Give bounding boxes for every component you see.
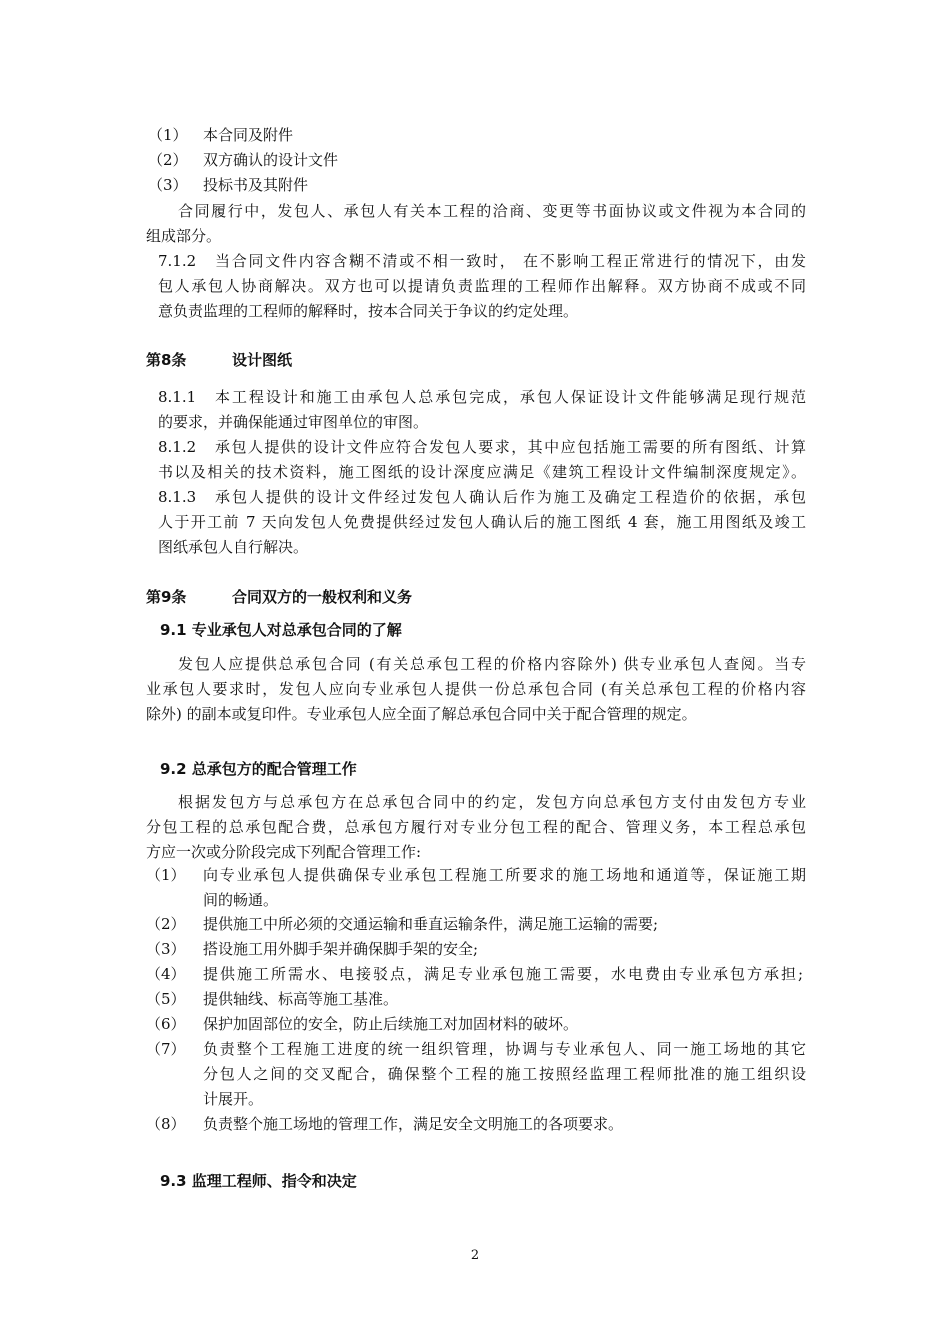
paragraph-line: 书以及相关的技术资料，施工图纸的设计深度应满足《建筑工程设计文件编制深度规定》。 <box>158 463 806 481</box>
list-text: 双方确认的设计文件 <box>203 151 339 169</box>
list-number: （7） <box>146 1040 186 1058</box>
list-text: 搭设施工用外脚手架并确保脚手架的安全; <box>203 940 479 958</box>
paragraph-line: 本工程设计和施工由承包人总承包完成，承包人保证设计文件能够满足现行规范 <box>215 388 806 406</box>
section-title: 9.1 专业承包人对总承包合同的了解 <box>160 621 402 639</box>
list-item <box>148 150 338 170</box>
list-text: 负责整个工程施工进度的统一组织管理，协调与专业承包人、同一施工场地的其它 <box>203 1040 806 1058</box>
list-text: 负责整个施工场地的管理工作，满足安全文明施工的各项要求。 <box>203 1115 624 1133</box>
list-number: （4） <box>146 965 186 983</box>
list-number: （2） <box>148 151 188 169</box>
clause-number: 8.1.2 <box>158 438 197 456</box>
list-text: 提供施工所需水、电接驳点，满足专业承包施工需要，水电费由专业承包方承担; <box>203 965 803 983</box>
list-number: （1） <box>146 866 186 884</box>
paragraph-line: 承包人提供的设计文件应符合发包人要求，其中应包括施工需要的所有图纸、计算 <box>215 438 806 456</box>
list-number: （3） <box>146 940 186 958</box>
paragraph-line: 组成部分。 <box>146 227 222 245</box>
article-label: 第9条 <box>146 588 187 606</box>
paragraph-line: 承包人提供的设计文件经过发包人确认后作为施工及确定工程造价的依据，承包 <box>215 488 806 506</box>
page-number: 2 <box>470 1248 480 1263</box>
list-number: （5） <box>146 990 186 1008</box>
section-title: 9.2 总承包方的配合管理工作 <box>160 760 357 778</box>
list-text: 提供施工中所必须的交通运输和垂直运输条件，满足施工运输的需要; <box>203 915 659 933</box>
paragraph-line: 意负责监理的工程师的解释时，按本合同关于争议的约定处理。 <box>158 302 579 320</box>
article-title: 合同双方的一般权利和义务 <box>232 588 413 606</box>
list-text: 分包人之间的交叉配合，确保整个工程的施工按照经监理工程师批准的施工组织设 <box>203 1065 806 1083</box>
paragraph-line: 业承包人要求时，发包人应向专业承包人提供一份总承包合同 (有关总承包工程的价格内容 <box>146 680 806 698</box>
list-number: （2） <box>146 915 186 933</box>
paragraph-line: 的要求，并确保能通过审图单位的审图。 <box>158 413 429 431</box>
article-title: 设计图纸 <box>232 351 293 369</box>
list-number: （1） <box>148 126 188 144</box>
list-text: 向专业承包人提供确保专业承包工程施工所要求的施工场地和通道等，保证施工期 <box>203 866 806 884</box>
article-label: 第8条 <box>146 351 187 369</box>
list-number: （6） <box>146 1015 186 1033</box>
list-item <box>148 175 308 195</box>
list-number: （3） <box>148 176 188 194</box>
paragraph-line: 分包工程的总承包配合费，总承包方履行对专业分包工程的配合、管理义务，本工程总承包 <box>146 818 806 836</box>
list-text: 保护加固部位的安全，防止后续施工对加固材料的破坏。 <box>203 1015 579 1033</box>
list-text: 投标书及其附件 <box>203 176 309 194</box>
paragraph-line: 包人承包人协商解决。双方也可以提请负责监理的工程师作出解释。双方协商不成或不同 <box>158 277 806 295</box>
clause-number: 8.1.1 <box>158 388 197 406</box>
list-text: 本合同及附件 <box>203 126 294 144</box>
paragraph-line: 当合同文件内容含糊不清或不相一致时， 在不影响工程正常进行的情况下，由发 <box>215 252 806 270</box>
list-number: （8） <box>146 1115 186 1133</box>
paragraph-line: 发包人应提供总承包合同 (有关总承包工程的价格内容除外) 供专业承包人查阅。当专 <box>178 655 806 673</box>
paragraph-line: 图纸承包人自行解决。 <box>158 538 309 556</box>
clause-number: 8.1.3 <box>158 488 197 506</box>
list-item <box>148 125 293 145</box>
paragraph-line: 除外) 的副本或复印件。专业承包人应全面了解总承包合同中关于配合管理的规定。 <box>146 705 697 723</box>
list-text: 计展开。 <box>203 1090 264 1108</box>
list-text: 间的畅通。 <box>203 891 279 909</box>
paragraph-line: 方应一次或分阶段完成下列配合管理工作: <box>146 843 422 861</box>
section-title: 9.3 监理工程师、指令和决定 <box>160 1172 357 1190</box>
paragraph-line: 合同履行中，发包人、承包人有关本工程的洽商、变更等书面协议或文件视为本合同的 <box>178 202 806 220</box>
list-text: 提供轴线、标高等施工基准。 <box>203 990 399 1008</box>
clause-number: 7.1.2 <box>158 252 197 270</box>
paragraph-line: 人于开工前 7 天向发包人免费提供经过发包人确认后的施工图纸 4 套，施工用图纸及竣工 <box>158 513 806 531</box>
paragraph-line: 根据发包方与总承包方在总承包合同中的约定，发包方向总承包方支付由发包方专业 <box>178 793 806 811</box>
